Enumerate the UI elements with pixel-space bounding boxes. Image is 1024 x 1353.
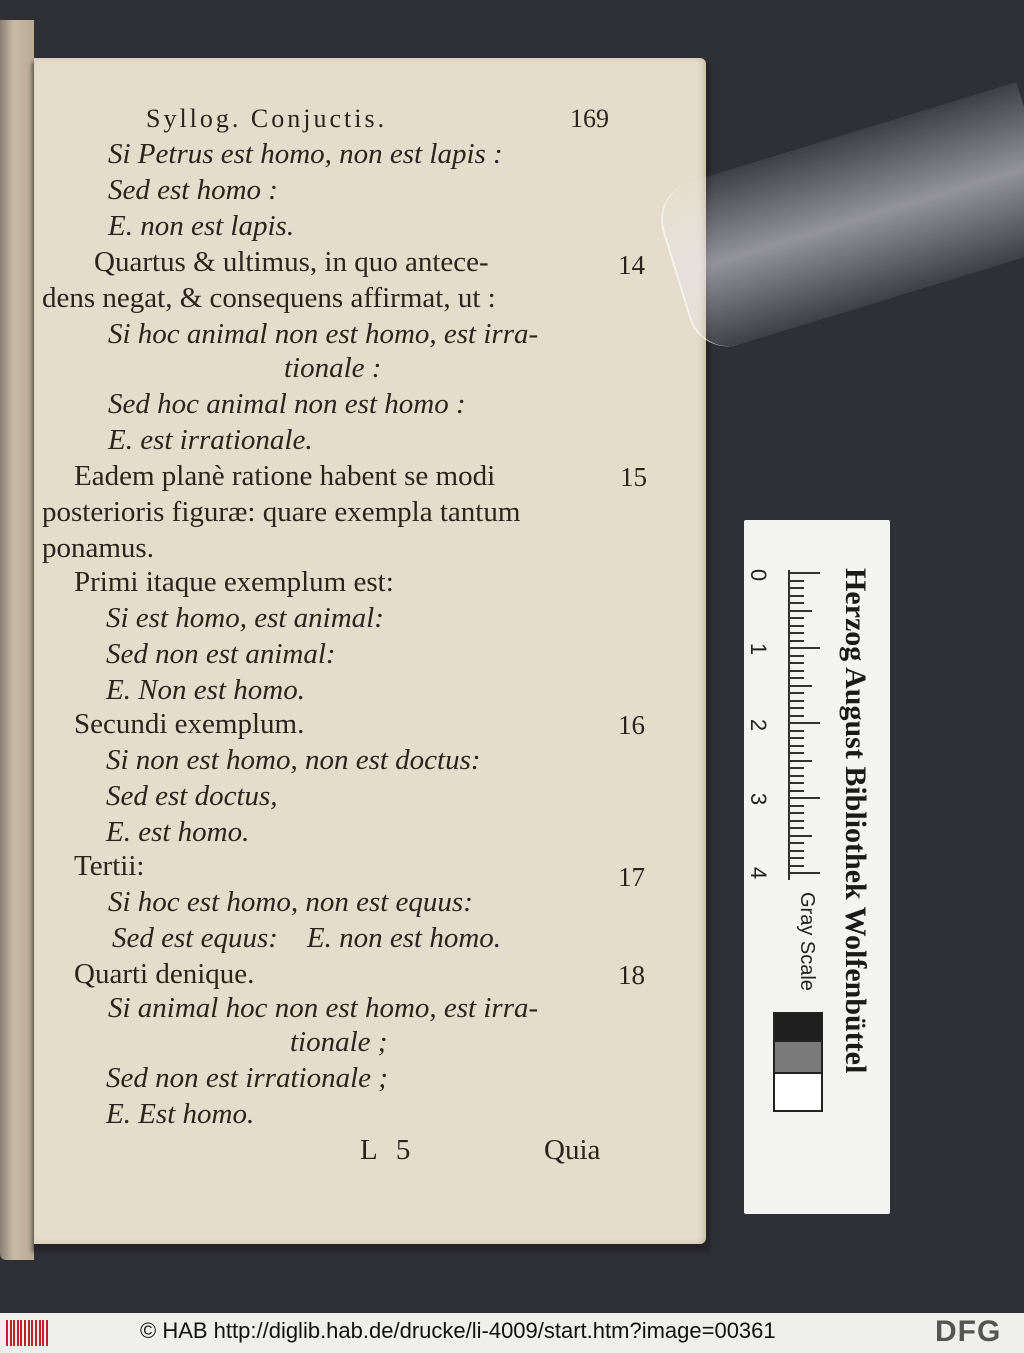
ruler-tick	[790, 797, 820, 799]
text-line: E. est homo.	[106, 816, 250, 848]
barcode-stripe	[35, 1320, 37, 1346]
text-line: Si hoc animal non est homo, est irra-	[108, 318, 539, 350]
book-page	[34, 58, 706, 1244]
text-line: Sed non est irrationale ;	[106, 1062, 388, 1094]
text-line: Sed est equus: E. non est homo.	[112, 922, 502, 954]
gray-scale-swatch-white	[773, 1072, 823, 1112]
text-line: Quarti denique.	[74, 958, 255, 990]
ruler-tick	[790, 820, 804, 822]
text-line: Si est homo, est animal:	[106, 602, 384, 634]
ruler-tick	[790, 842, 804, 844]
text-line: dens negat, & consequens affirmat, ut :	[42, 282, 496, 314]
text-line: E. Non est homo.	[106, 674, 305, 706]
text-line: Sed hoc animal non est homo :	[108, 388, 466, 420]
text-line: posterioris figuræ: quare exempla tantum	[42, 496, 521, 528]
ruler-tick	[790, 835, 812, 837]
ruler-tick	[790, 587, 804, 589]
ruler-tick	[790, 685, 812, 687]
ruler-tick	[790, 805, 804, 807]
ruler-tick	[790, 745, 804, 747]
text-line: Sed est doctus,	[106, 780, 278, 812]
text-line: ponamus.	[42, 532, 154, 564]
barcode-icon	[6, 1320, 50, 1346]
text-line: Si Petrus est homo, non est lapis :	[108, 138, 503, 170]
ruler-tick	[790, 647, 820, 649]
ruler-tick	[790, 677, 804, 679]
copyright-text: © HAB http://diglib.hab.de/drucke/li-4009/start.htm?image=00361	[140, 1318, 776, 1343]
barcode-stripe	[39, 1320, 41, 1346]
ruler-tick	[790, 827, 804, 829]
ruler-tick	[790, 857, 804, 859]
catchword: Quia	[544, 1134, 601, 1166]
ruler-tick	[790, 737, 804, 739]
ruler-tick	[790, 580, 804, 582]
ruler-tick	[790, 662, 804, 664]
text-line: Tertii:	[74, 850, 145, 882]
signature-mark: L 5	[360, 1134, 417, 1166]
gray-scale-swatch-black	[773, 1012, 823, 1042]
text-line: Sed non est animal:	[106, 638, 336, 670]
ruler-tick	[790, 670, 804, 672]
text-line: Si hoc est homo, non est equus:	[108, 886, 473, 918]
ruler-tick	[790, 865, 804, 867]
margin-number: 15	[620, 462, 647, 492]
margin-number: 16	[618, 710, 645, 740]
ruler-tick	[790, 610, 812, 612]
barcode-stripe	[10, 1320, 12, 1346]
barcode-stripe	[6, 1320, 8, 1346]
text-line: E. est irrationale.	[108, 424, 313, 456]
ruler-number: 4	[746, 866, 772, 880]
ruler-tick	[790, 775, 804, 777]
ruler-tick	[790, 700, 804, 702]
ruler-tick	[790, 655, 804, 657]
gray-scale-swatch-gray	[773, 1040, 823, 1074]
ruler-tick	[790, 715, 804, 717]
barcode-stripe	[17, 1320, 19, 1346]
gray-scale-label: Gray Scale	[796, 892, 818, 991]
page-number: 169	[570, 104, 609, 133]
barcode-stripe	[24, 1320, 26, 1346]
ruler-number: 0	[746, 568, 772, 582]
ruler-tick	[790, 872, 820, 874]
ruler-tick	[790, 850, 804, 852]
barcode-stripe	[31, 1320, 33, 1346]
ruler-tick	[790, 595, 804, 597]
text-line: Quartus & ultimus, in quo antece-	[94, 246, 489, 278]
previous-page-edge	[0, 20, 34, 1260]
text-line: Si animal hoc non est homo, est irra-	[108, 992, 539, 1024]
ruler-number: 2	[746, 718, 772, 732]
text-line: E. non est lapis.	[108, 210, 295, 242]
text-line: Sed est homo :	[108, 174, 278, 206]
ruler-tick	[790, 617, 804, 619]
ruler-tick	[790, 767, 804, 769]
dfg-logo: DFG	[935, 1315, 1002, 1348]
ruler-tick	[790, 752, 804, 754]
text-line: Eadem planè ratione habent se modi	[74, 460, 496, 492]
ruler-tick	[790, 707, 804, 709]
barcode-stripe	[13, 1320, 15, 1346]
margin-number: 14	[618, 250, 645, 280]
ruler-tick	[790, 782, 804, 784]
ruler-number: 3	[746, 792, 772, 806]
ruler-tick	[790, 760, 812, 762]
ruler-tick	[790, 632, 804, 634]
text-line: Si non est homo, non est doctus:	[106, 744, 481, 776]
institution-label: Herzog August Bibliothek Wolfenbüttel	[839, 568, 872, 1074]
running-head: Syllog. Conjuctis.	[146, 104, 388, 133]
ruler-tick	[790, 722, 820, 724]
barcode-stripe	[46, 1320, 48, 1346]
ruler-tick	[790, 572, 820, 574]
barcode-stripe	[42, 1320, 44, 1346]
text-line: Primi itaque exemplum est:	[74, 566, 394, 598]
text-line: E. Est homo.	[106, 1098, 255, 1130]
text-line: tionale :	[284, 352, 382, 384]
text-line: tionale ;	[290, 1026, 388, 1058]
ruler-tick	[790, 692, 804, 694]
margin-number: 17	[618, 862, 645, 892]
ruler-number: 1	[746, 642, 772, 656]
barcode-stripe	[28, 1320, 30, 1346]
ruler-tick	[790, 812, 804, 814]
ruler-tick	[790, 790, 804, 792]
margin-number: 18	[618, 960, 645, 990]
ruler-tick	[790, 640, 804, 642]
text-line: Secundi exemplum.	[74, 708, 305, 740]
barcode-stripe	[20, 1320, 22, 1346]
ruler-tick	[790, 625, 804, 627]
ruler-tick	[790, 730, 804, 732]
ruler-tick	[790, 602, 804, 604]
